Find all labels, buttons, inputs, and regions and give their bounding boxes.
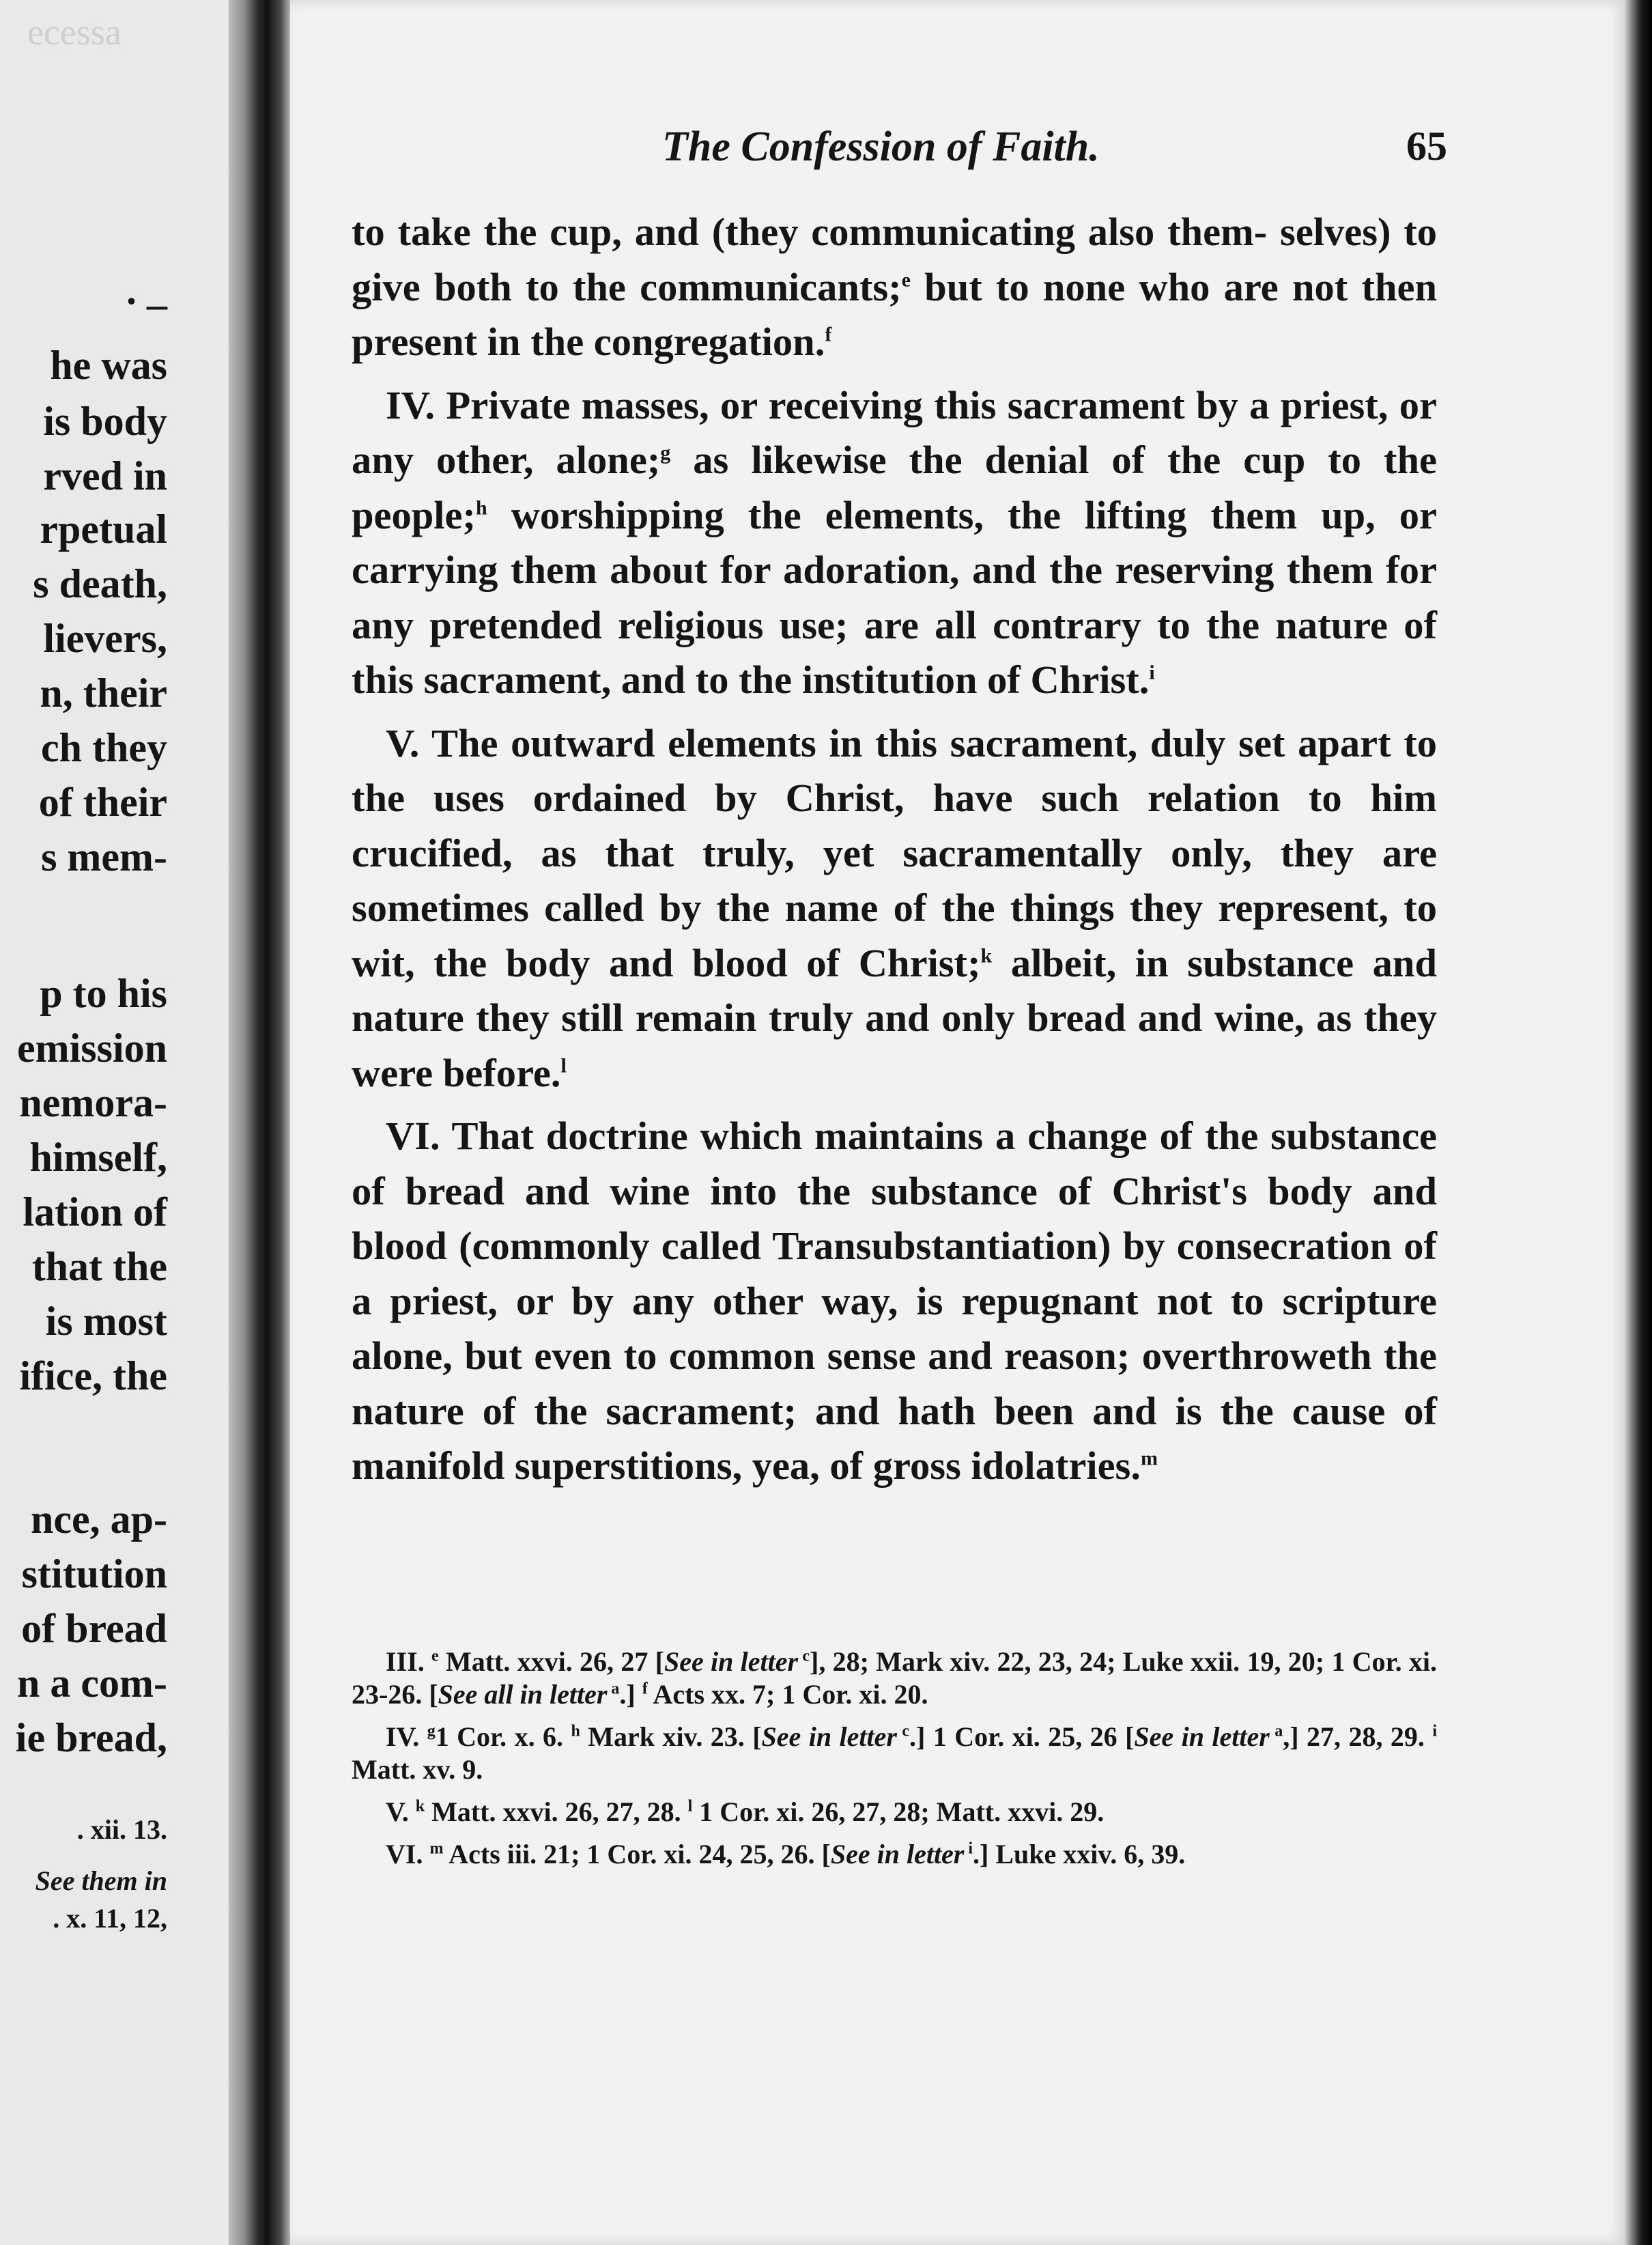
- left-fragment: ifice, the: [19, 1353, 167, 1398]
- left-fragment: n, their: [40, 670, 167, 716]
- section-number: VI.: [386, 1114, 440, 1158]
- left-fragment: stitution: [21, 1551, 167, 1596]
- footnotes: [352, 1646, 1437, 1880]
- footnote-iii: [352, 1646, 1437, 1711]
- footnote-mark: g: [427, 1722, 436, 1740]
- footnote-mark: i: [964, 1839, 973, 1858]
- left-fragment: lation of: [23, 1189, 167, 1234]
- footnote-mark: k: [415, 1797, 425, 1816]
- footnote-mark: l: [687, 1797, 693, 1816]
- footnote-number: V.: [386, 1796, 409, 1827]
- footnote-text: 1 Cor. x. 6.: [435, 1721, 571, 1752]
- running-header: [369, 123, 1447, 178]
- text-line: selves) to give both to the communicants;: [352, 210, 1437, 309]
- footnote-text: ,] 27, 28, 29.: [1283, 1721, 1433, 1752]
- footnote-mark: i: [1149, 661, 1155, 684]
- section-v: [352, 716, 1437, 1101]
- footnote-mark: i: [1432, 1722, 1437, 1740]
- footnote-text: ], 28; Mark xiv. 22, 23, 24; Luke xxii. 19, 20; 1 Cor. xi. 23-26. [: [352, 1646, 1438, 1710]
- footnote-v: [352, 1796, 1437, 1829]
- footnote-mark: f: [825, 323, 832, 346]
- left-fragment: nce, ap-: [31, 1497, 167, 1542]
- left-fragment: s death,: [33, 561, 167, 606]
- left-fragment: ch they: [41, 725, 167, 770]
- left-reference: . x. 11, 12,: [53, 1903, 167, 1934]
- footnote-mark: a: [1269, 1722, 1283, 1740]
- left-fragment: himself,: [29, 1135, 167, 1180]
- footnote-mark: f: [642, 1680, 648, 1698]
- section-vi: [352, 1109, 1437, 1494]
- left-reference: . xii. 13.: [76, 1814, 167, 1845]
- section-number: V.: [386, 720, 420, 765]
- left-fragment: that the: [31, 1244, 167, 1289]
- left-fragment: . _: [126, 268, 167, 313]
- footnote-vi: [352, 1838, 1437, 1871]
- footnote-text: Acts xx. 7; 1 Cor. xi. 20.: [647, 1679, 928, 1710]
- left-fragment: is body: [43, 399, 167, 444]
- footnote-text: .] Luke xxiv. 6, 39.: [973, 1839, 1186, 1869]
- section-text: as likewise the denial of the cup to the people;: [352, 438, 1437, 537]
- continuation-paragraph: [352, 205, 1437, 370]
- page-edge-shadow: [1625, 0, 1652, 2245]
- footnote-mark: e: [431, 1647, 439, 1665]
- footnote-number: IV.: [386, 1721, 420, 1752]
- running-title: The Confession of Faith.: [662, 124, 1100, 170]
- left-fragment: s mem-: [41, 834, 167, 879]
- text-line: but to none who are not then present in the congregation.: [352, 264, 1437, 364]
- footnote-see: See in letter: [664, 1646, 799, 1677]
- footnote-text: .]: [619, 1679, 642, 1710]
- footnote-mark: m: [429, 1839, 444, 1858]
- footnote-text: Mark xiv. 23. [: [580, 1721, 762, 1752]
- left-fragment: is most: [45, 1299, 167, 1344]
- left-fragment: p to his: [40, 971, 167, 1016]
- left-fragment: he was: [50, 343, 167, 388]
- left-fragment: rpetual: [40, 507, 167, 552]
- footnote-mark: m: [1140, 1447, 1158, 1470]
- left-fragment: nemora-: [19, 1080, 167, 1125]
- footnote-mark: h: [571, 1722, 580, 1740]
- footnote-text: Matt. xv. 9.: [352, 1754, 483, 1785]
- footnote-text: 1 Cor. xi. 26, 27, 28; Matt. xxvi. 29.: [692, 1796, 1105, 1827]
- left-reference: See them in: [35, 1865, 167, 1896]
- left-fragment: ie bread,: [15, 1715, 167, 1760]
- text-line: to take the cup, and (they communicating also them-: [352, 210, 1268, 254]
- left-fragment: n a com-: [17, 1661, 167, 1706]
- footnote-mark: g: [660, 441, 671, 464]
- section-text: The outward elements in this sacrament, duly set apart to the uses ordained by Christ, have such relation to him crucified, as that truly, yet sacramentally only, they are sometimes called by the name of the things they represent, to wit, the body and blood of Christ;: [352, 720, 1437, 985]
- section-text: That doctrine which maintains a change of the substance of bread and wine into the substance of Christ's body and blood (commonly called Transubstantiation) by consecration of a priest, or by any other way, is repugnant not to scripture alone, but even to common sense and reason; overthroweth the nature of the sacrament; and hath been and is the cause of manifold superstitions, yea, of gross idolatries.: [352, 1114, 1437, 1488]
- left-fragment: rved in: [43, 453, 167, 498]
- section-iv: [352, 378, 1437, 708]
- left-fragment: lievers,: [43, 616, 167, 661]
- footnote-mark: l: [560, 1054, 567, 1077]
- section-number: IV.: [386, 382, 436, 427]
- previous-page-fragment: [0, 0, 236, 2245]
- footnote-see: See in letter: [1134, 1721, 1270, 1752]
- footnote-see: See all in letter: [438, 1679, 608, 1710]
- section-text: worshipping the elements, the lifting them up, or carrying them about for adoration, and the reserving them for any pretended religious use; are all contrary to the nature of this sacrament, and to the institution of Christ.: [352, 492, 1437, 702]
- page-number: 65: [1406, 124, 1447, 169]
- section-text: Private masses, or receiving this sacrament by a priest, or any other, alone;: [352, 382, 1437, 482]
- left-fragment: of bread: [21, 1606, 167, 1651]
- footnote-mark: e: [901, 268, 911, 291]
- footnote-mark: c: [798, 1647, 810, 1665]
- footnote-iv: [352, 1721, 1437, 1786]
- footnote-see: See in letter: [761, 1721, 897, 1752]
- body-text: [352, 205, 1437, 1494]
- footnote-mark: h: [475, 496, 487, 519]
- left-fragment: emission: [16, 1026, 167, 1071]
- footnote-mark: c: [896, 1722, 910, 1740]
- footnote-mark: a: [607, 1680, 620, 1698]
- footnote-mark: k: [980, 944, 993, 967]
- footnote-number: VI.: [386, 1839, 423, 1869]
- footnote-see: See in letter: [830, 1839, 965, 1869]
- left-fragment: of their: [38, 780, 167, 825]
- footnote-text: Acts iii. 21; 1 Cor. xi. 24, 25, 26. [: [443, 1839, 831, 1869]
- footnote-text: Matt. xxvi. 26, 27, 28.: [425, 1796, 688, 1827]
- left-fragment: ecessa: [27, 12, 122, 53]
- footnote-text: .] 1 Cor. xi. 25, 26 [: [909, 1721, 1135, 1752]
- section-text: albeit, in substance and nature they still remain truly and only bread and wine, as they were before.: [352, 940, 1437, 1095]
- book-binding: [229, 0, 294, 2245]
- footnote-number: III.: [386, 1646, 425, 1677]
- footnote-text: Matt. xxvi. 26, 27 [: [438, 1646, 664, 1677]
